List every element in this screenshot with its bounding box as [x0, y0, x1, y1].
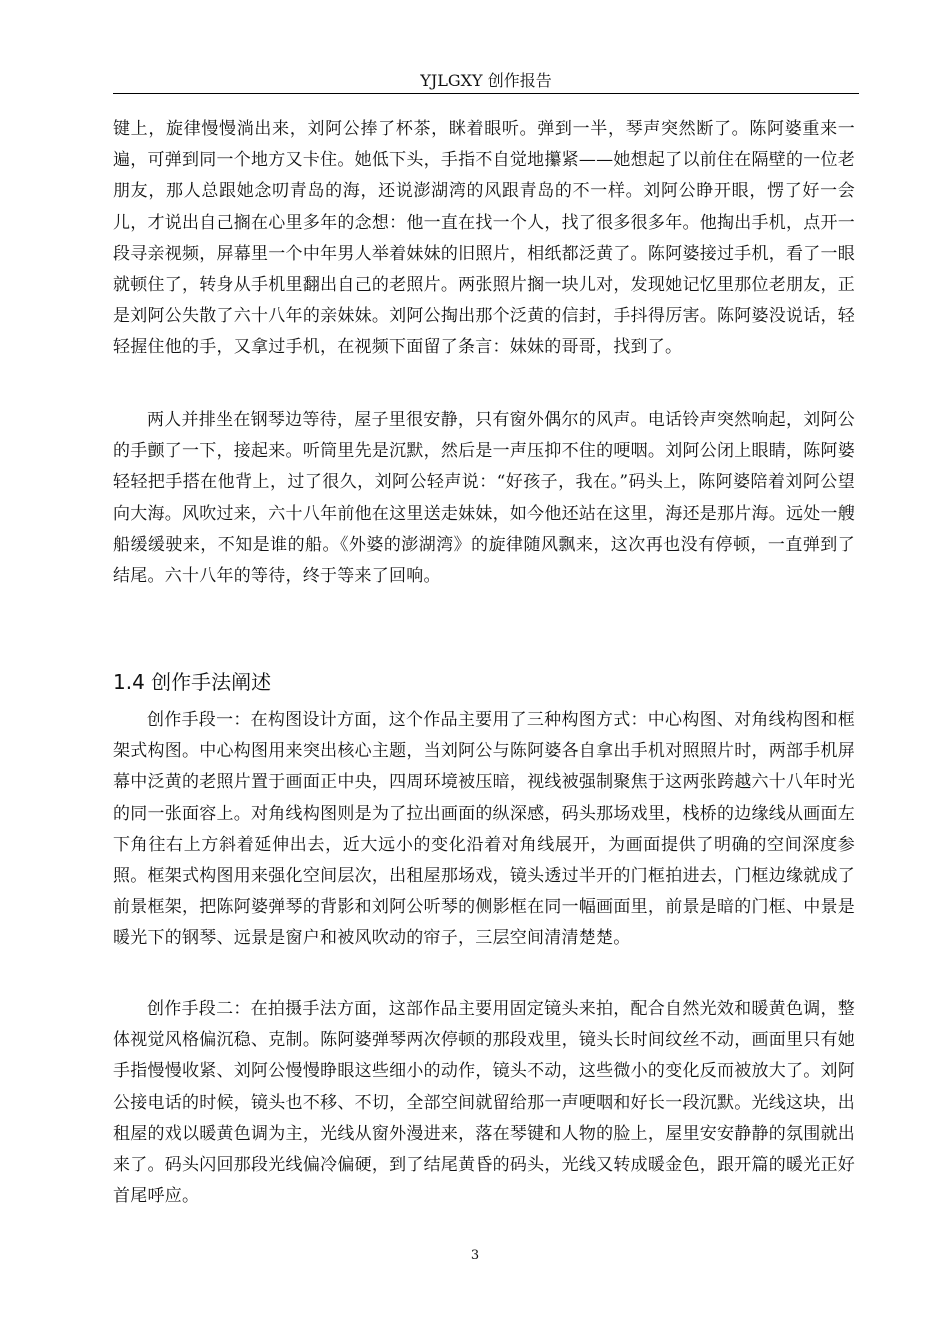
running-header-title: YJLGXY 创作报告: [420, 71, 552, 90]
header-rule: [113, 93, 859, 94]
section-paragraph-1: 创作手段一：在构图设计方面，这个作品主要用了三种构图方式：中心构图、对角线构图和框架式构图。中心构图用来突出核心主题，当刘阿公与陈阿婆各自拿出手机对照照片时，两部手机屏幕中泛黄的老照片置于画面正中央，四周环境被压暗，视线被强制聚焦于这两张跨越六十八年时光的同一张面容上。对角线构图则是为了拉出画面的纵深感，码头那场戏里，栈桥的边缘线从画面左下角往右上方斜着延伸出去，近大远小的变化沿着对角线展开，为画面提供了明确的空间深度参照。框架式构图用来强化空间层次，出租屋那场戏，镜头透过半开的门框拍进去，门框边缘就成了前景框架，把陈阿婆弹琴的背影和刘阿公听琴的侧影框在同一幅画面里，前景是暗的门框、中景是暖光下的钢琴、远景是窗户和被风吹动的帘子，三层空间清清楚楚。: [113, 710, 855, 949]
page-number: 3: [470, 1248, 480, 1263]
section-heading: 1.4 创作手法阐述: [113, 670, 272, 694]
section-paragraph-2: 创作手段二：在拍摄手法方面，这部作品主要用固定镜头来拍，配合自然光效和暖黄色调，整体视觉风格偏沉稳、克制。陈阿婆弹琴两次停顿的那段戏里，镜头长时间纹丝不动，画面里只有她手指慢慢收紧、刘阿公慢慢睁眼这些细小的动作，镜头不动，这些微小的变化反而被放大了。刘阿公接电话的时候，镜头也不移、不切，全部空间就留给那一声哽咽和好长一段沉默。光线这块，出租屋的戏以暖黄色调为主，光线从窗外漫进来，落在琴键和人物的脸上，屋里安安静静的氛围就出来了。码头闪回那段光线偏冷偏硬，到了结尾黄昏的码头，光线又转成暖金色，跟开篇的暖光正好首尾呼应。: [113, 999, 855, 1207]
body-paragraph-1: 键上，旋律慢慢淌出来，刘阿公捧了杯茶，眯着眼听。弹到一半，琴声突然断了。陈阿婆重来一遍，可弹到同一个地方又卡住。她低下头，手指不自觉地攥紧——她想起了以前住在隔壁的一位老朋友，那人总跟她念叨青岛的海，还说澎湖湾的风跟青岛的不一样。刘阿公睁开眼，愣了好一会儿，才说出自己搁在心里多年的念想：他一直在找一个人，找了很多很多年。他掏出手机，点开一段寻亲视频，屏幕里一个中年男人举着妹妹的旧照片，相纸都泛黄了。陈阿婆接过手机，看了一眼就顿住了，转身从手机里翻出自己的老照片。两张照片搁一块儿对，发现她记忆里那位老朋友，正是刘阿公失散了六十八年的亲妹妹。刘阿公掏出那个泛黄的信封，手抖得厉害。陈阿婆没说话，轻轻握住他的手，又拿过手机，在视频下面留了条言：妹妹的哥哥，找到了。: [113, 119, 855, 358]
body-paragraph-2: 两人并排坐在钢琴边等待，屋子里很安静，只有窗外偶尔的风声。电话铃声突然响起，刘阿公的手颤了一下，接起来。听筒里先是沉默，然后是一声压抑不住的哽咽。刘阿公闭上眼睛，陈阿婆轻轻把手搭在他背上，过了很久，刘阿公轻声说：“好孩子，我在。”码头上，陈阿婆陪着刘阿公望向大海。风吹过来，六十八年前他在这里送走妹妹，如今他还站在这里，海还是那片海。远处一艘船缓缓驶来，不知是谁的船。《外婆的澎湖湾》的旋律随风飘来，这次再也没有停顿，一直弹到了结尾。六十八年的等待，终于等来了回响。: [113, 410, 855, 587]
